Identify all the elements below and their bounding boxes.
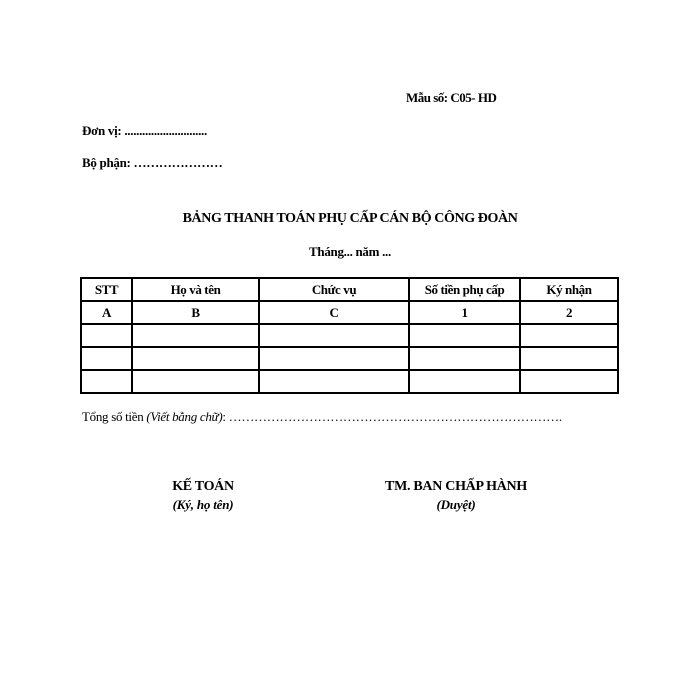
column-header-amount: Số tiền phụ cấp — [409, 278, 520, 301]
unit-field: Đơn vị: ............................ — [82, 123, 207, 138]
table-cell — [520, 347, 618, 370]
table-cell — [81, 324, 132, 347]
committee-note: (Duyệt) — [436, 497, 476, 512]
total-amount-line — [82, 409, 562, 425]
table-cell — [520, 324, 618, 347]
table-cell — [409, 347, 520, 370]
table-cell — [132, 324, 259, 347]
table-row — [81, 370, 618, 393]
table-cell — [132, 347, 259, 370]
table-cell — [409, 324, 520, 347]
period-line: Tháng... năm ... — [309, 244, 391, 259]
document-title: BẢNG THANH TOÁN PHỤ CẤP CÁN BỘ CÔNG ĐOÀN — [182, 211, 518, 226]
total-label: Tổng số tiền — [82, 409, 147, 424]
table-row — [81, 347, 618, 370]
table-cell — [259, 370, 409, 393]
allowance-table — [80, 277, 619, 394]
form-code: Mẫu số: C05- HD — [406, 90, 497, 105]
column-code: 2 — [520, 301, 618, 324]
total-note: (Viết bằng chữ) — [146, 409, 223, 424]
total-dots: : ……………………………………………………………………. — [222, 409, 562, 424]
table-code-row — [81, 301, 618, 324]
accountant-note: (Ký, họ tên) — [172, 497, 234, 512]
table-cell — [409, 370, 520, 393]
column-header-stt: STT — [81, 278, 132, 301]
table-cell — [259, 347, 409, 370]
committee-title: TM. BAN CHẤP HÀNH — [385, 479, 527, 494]
table-cell — [520, 370, 618, 393]
accountant-title: KẾ TOÁN — [172, 479, 234, 494]
column-header-name: Họ và tên — [132, 278, 259, 301]
table-header-row — [81, 278, 618, 301]
column-header-signature: Ký nhận — [520, 278, 618, 301]
table-row — [81, 324, 618, 347]
column-code: A — [81, 301, 132, 324]
table-cell — [81, 347, 132, 370]
column-code: B — [132, 301, 259, 324]
department-field: Bộ phận: ………………… — [82, 155, 223, 170]
column-header-position: Chức vụ — [259, 278, 409, 301]
table-cell — [81, 370, 132, 393]
table-cell — [132, 370, 259, 393]
column-code: C — [259, 301, 409, 324]
table-cell — [259, 324, 409, 347]
column-code: 1 — [409, 301, 520, 324]
